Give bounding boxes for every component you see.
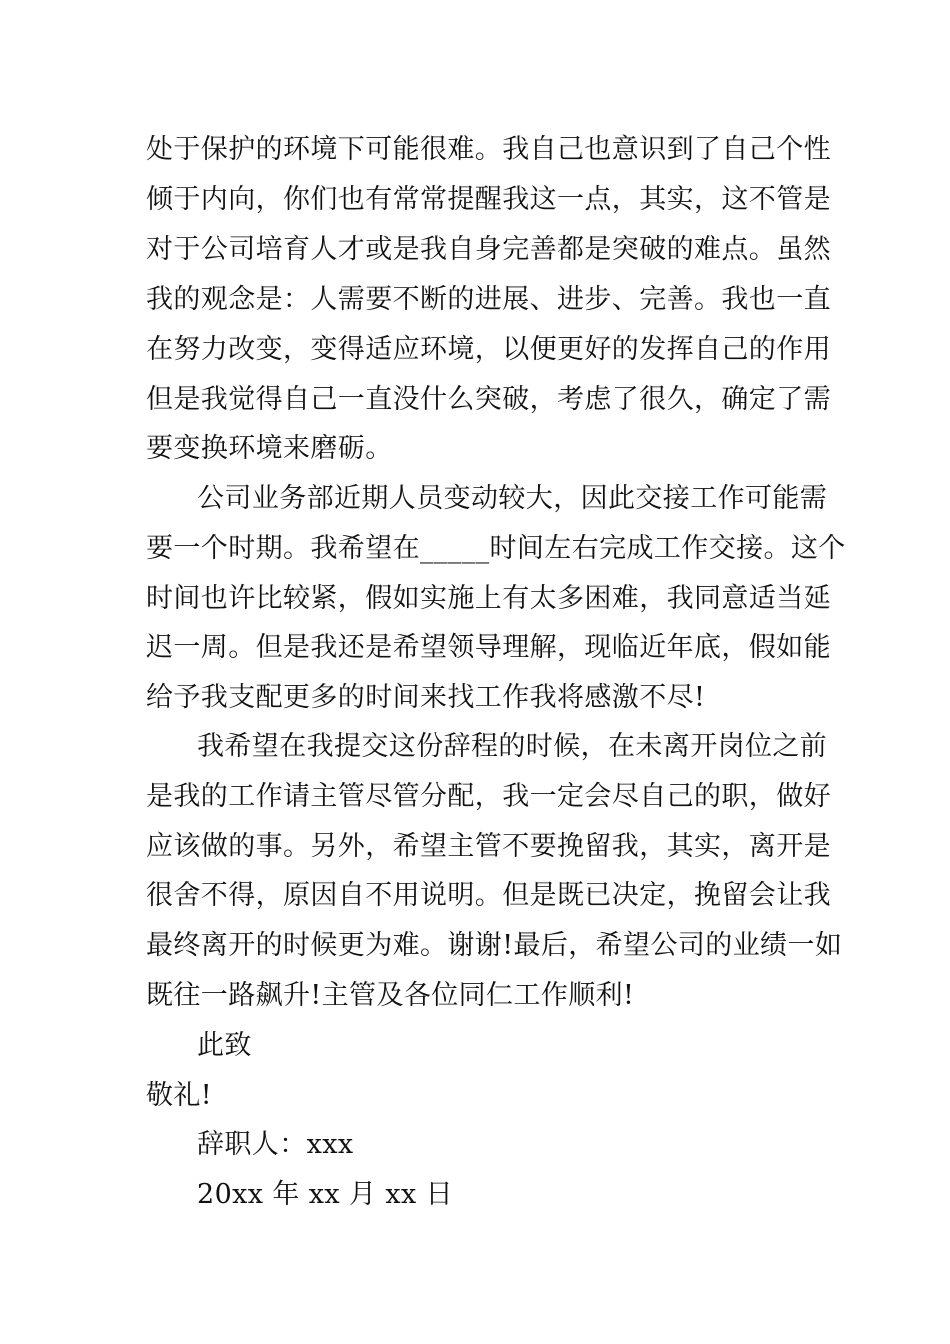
text-line: 应该做的事。另外，希望主管不要挽留我，其实，离开是 <box>146 831 831 862</box>
salute-text: 敬礼! <box>146 1080 213 1111</box>
text-line: 迟一周。但是我还是希望领导理解，现临近年底，假如能 <box>146 632 831 663</box>
text-line: 我的观念是：人需要不断的进展、进步、完善。我也一直 <box>146 284 831 315</box>
text-line: 时间也许比较紧，假如实施上有太多困难，我同意适当延 <box>146 583 831 614</box>
text-line: 对于公司培育人才或是我自身完善都是突破的难点。虽然 <box>146 234 831 265</box>
text-line: 处于保护的环境下可能很难。我自己也意识到了自己个性 <box>146 134 831 165</box>
date-line: 20xx 年 xx 月 xx 日 <box>197 1179 454 1210</box>
text-line: 很舍不得，原因自不用说明。但是既已决定，挽留会让我 <box>146 880 831 911</box>
text-line: 在努力改变，变得适应环境，以便更好的发挥自己的作用 <box>146 334 831 365</box>
text-line: 要变换环境来磨砺。 <box>146 433 393 464</box>
text-line: 最终离开的时候更为难。谢谢!最后，希望公司的业绩一如 <box>146 930 843 961</box>
text-line: 是我的工作请主管尽管分配，我一定会尽自己的职，做好 <box>146 781 831 812</box>
text-line: 倾于内向，你们也有常常提醒我这一点，其实，这不管是 <box>146 184 831 215</box>
closing-text: 此致 <box>197 1030 252 1061</box>
text-line: 我希望在我提交这份辞程的时候，在未离开岗位之前 <box>197 731 828 762</box>
text-line: 但是我觉得自己一直没什么突破，考虑了很久，确定了需 <box>146 384 831 415</box>
text-line: 既往一路飙升!主管及各位同仁工作顺利! <box>146 980 635 1011</box>
text-line: 公司业务部近期人员变动较大，因此交接工作可能需 <box>197 483 828 514</box>
signer-line: 辞职人：xxx <box>197 1129 354 1160</box>
text-line: 给予我支配更多的时间来找工作我将感激不尽! <box>146 682 706 713</box>
text-line: 要一个时期。我希望在_____时间左右完成工作交接。这个 <box>146 533 846 564</box>
